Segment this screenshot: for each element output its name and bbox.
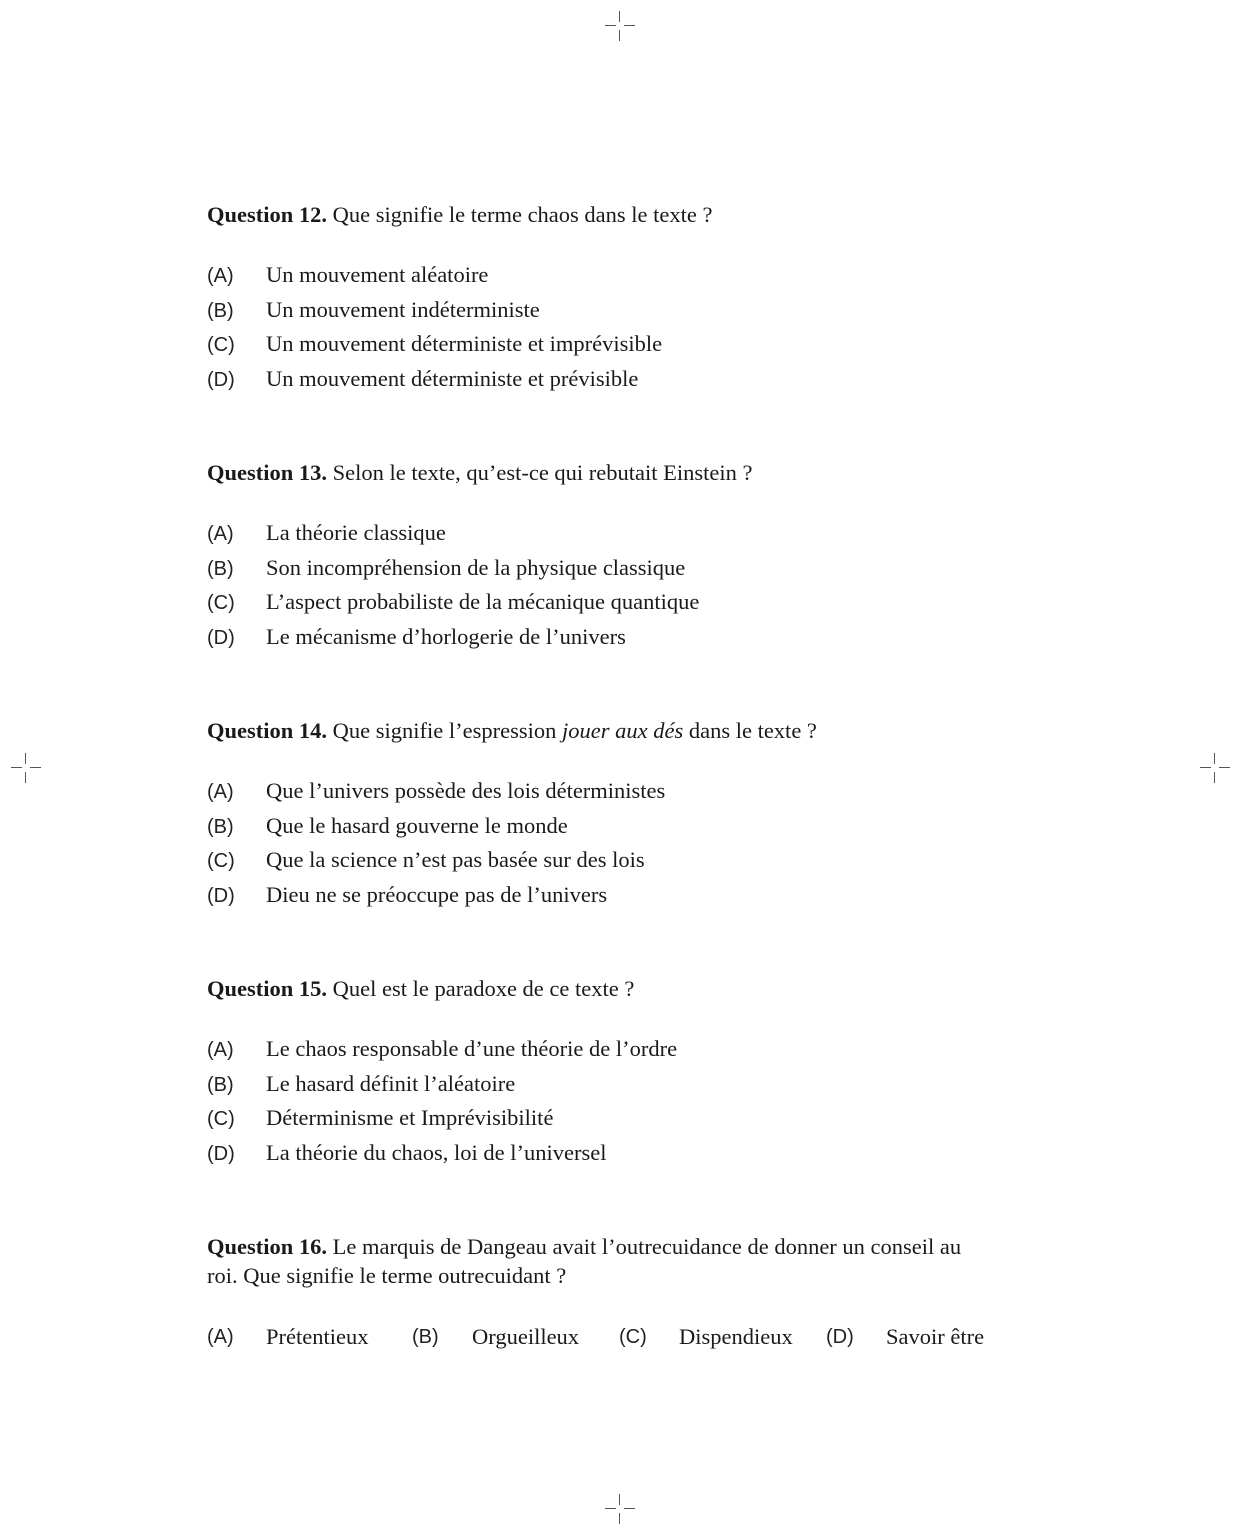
question-number: Question 12. [207, 202, 328, 227]
question-16-line-1 [207, 1232, 1047, 1261]
option-letter: (C) [207, 850, 235, 872]
option-letter: (B) [207, 557, 234, 580]
option-text: Le chaos responsable d’une théorie de l’ordre [266, 1036, 678, 1061]
question-text-line-2: roi. Que signifie le terme outrecuidant ? [207, 1263, 567, 1288]
crop-mark-bottom [605, 1494, 635, 1524]
option-b[interactable] [207, 813, 1047, 848]
question-16-options [207, 1324, 1047, 1358]
crop-mark-right [1200, 753, 1230, 783]
question-12-prompt [207, 200, 1047, 229]
option-letter: (D) [207, 626, 235, 649]
option-text: Déterminisme et Imprévisibilité [266, 1105, 554, 1130]
option-text: La théorie du chaos, loi de l’universel [266, 1139, 607, 1165]
option-letter: (D) [207, 368, 235, 391]
option-letter: (C) [207, 592, 235, 614]
option-letter: (D) [207, 1142, 235, 1165]
option-letter: (B) [207, 1073, 234, 1096]
question-number: Question 13. [207, 460, 328, 485]
option-c[interactable] [207, 331, 1047, 366]
option-a[interactable] [207, 778, 1047, 813]
option-a[interactable]: Prétentieux [266, 1324, 369, 1349]
option-text: Que l’univers possède des lois déterministes [266, 778, 666, 803]
option-text: Son incompréhension de la physique classique [266, 554, 686, 580]
option-letter: (A) [207, 781, 234, 803]
option-d[interactable] [207, 1140, 1047, 1175]
question-text-end: dans le texte ? [688, 718, 817, 743]
question-number: Question 14. [207, 718, 328, 743]
option-c[interactable] [207, 847, 1047, 882]
option-d[interactable]: Savoir être [886, 1324, 985, 1349]
option-d[interactable] [207, 624, 1047, 659]
crop-mark-top [605, 11, 635, 41]
question-text: Que signifie le terme chaos dans le texte ? [332, 202, 713, 227]
question-text: Que signifie l’espression [332, 718, 557, 743]
question-number: Question 16. [207, 1234, 328, 1259]
option-b[interactable] [207, 297, 1047, 332]
option-text: Le mécanisme d’horlogerie de l’univers [266, 623, 626, 649]
option-letter: (A) [207, 1039, 234, 1061]
question-16-prompt [207, 1232, 1047, 1290]
question-text: Le marquis de Dangeau avait l’outrecuidance de donner un conseil au [332, 1234, 962, 1259]
question-italic-phrase: jouer aux dés [561, 718, 684, 743]
question-text: Selon le texte, qu’est-ce qui rebutait Einstein ? [332, 460, 753, 485]
option-letter: (C) [207, 1108, 235, 1130]
option-b[interactable] [207, 1071, 1047, 1106]
question-15-options [207, 1036, 1047, 1174]
option-d[interactable] [207, 366, 1047, 401]
question-14-options [207, 778, 1047, 916]
option-c[interactable] [207, 589, 1047, 624]
option-text: Dieu ne se préoccupe pas de l’univers [266, 881, 608, 907]
option-text: La théorie classique [266, 520, 446, 545]
option-c[interactable]: Dispendieux [679, 1324, 793, 1349]
option-a[interactable] [207, 262, 1047, 297]
option-text: L’aspect probabiliste de la mécanique quantique [266, 589, 700, 614]
option-a[interactable] [207, 520, 1047, 555]
question-13-prompt [207, 458, 1047, 487]
option-c-letter: (C) [619, 1326, 647, 1348]
option-b[interactable] [207, 555, 1047, 590]
option-text: Un mouvement indéterministe [266, 296, 540, 322]
option-b-letter: (B) [412, 1326, 439, 1348]
option-d-letter: (D) [826, 1326, 854, 1348]
option-letter: (C) [207, 334, 235, 356]
option-letter: (B) [207, 815, 234, 838]
crop-mark-left [11, 753, 41, 783]
option-text: Que le hasard gouverne le monde [266, 812, 568, 838]
question-15-prompt [207, 974, 1047, 1003]
option-a[interactable] [207, 1036, 1047, 1071]
option-letter: (B) [207, 299, 234, 322]
question-text: Quel est le paradoxe de ce texte ? [332, 976, 635, 1001]
option-letter: (A) [207, 523, 234, 545]
question-13-options [207, 520, 1047, 658]
option-b[interactable]: Orgueilleux [472, 1324, 580, 1349]
question-14-prompt [207, 716, 1047, 745]
option-text: Le hasard définit l’aléatoire [266, 1070, 516, 1096]
option-text: Un mouvement aléatoire [266, 262, 489, 287]
option-letter: (A) [207, 265, 234, 287]
option-text: Un mouvement déterministe et imprévisible [266, 331, 663, 356]
option-d[interactable] [207, 882, 1047, 917]
option-letter: (D) [207, 884, 235, 907]
question-number: Question 15. [207, 976, 328, 1001]
question-12-options [207, 262, 1047, 400]
option-c[interactable] [207, 1105, 1047, 1140]
option-text: Un mouvement déterministe et prévisible [266, 365, 639, 391]
option-a-letter: (A) [207, 1326, 234, 1348]
option-text: Que la science n’est pas basée sur des lois [266, 847, 645, 872]
